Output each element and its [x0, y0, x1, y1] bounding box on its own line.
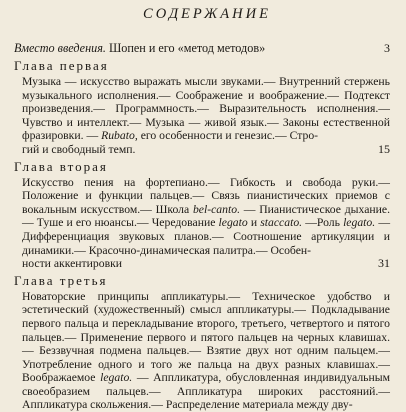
- chapter-3-legato: legato.: [100, 371, 137, 385]
- chapter-2-role: —Роль: [305, 216, 344, 230]
- chapter-3-text-1: Новаторские принципы аппликатуры.— Техническое удобство и эстетический (художественный) смысл аппликатуры.— Подкладывание первого пальца и перекладывание второго, третьего, четвертого и пятого пальцев.— Применение первого и пятого пальцев на черных клавишах.— Беззвучная подмена пальцев.— Взятие двух нот одним пальцем.— Употребление одного и того же пальца на двух разных клавишах.— Воображаемое: [22, 289, 390, 385]
- chapter-2-body: [14, 176, 400, 271]
- chapter-2-last-text: ности аккентировки: [22, 257, 123, 271]
- chapter-2-text-1: Искусство пения на фортепиано.— Гибкость и свобода руки.— Положение и функции пальцев.— Связь пианистических приемов с вокальным искусством.— Школа: [22, 175, 390, 216]
- chapter-2-and: и: [250, 216, 261, 230]
- chapter-2-legato: legato: [218, 216, 251, 230]
- chapter-2-staccato: staccato.: [260, 216, 306, 230]
- preface-text: Шопен и его «метод методов»: [108, 41, 266, 55]
- chapter-3-text-2: — Аппликатура, обусловленная индивидуальным своеобразием пальцев.— Аппликатура широких расстояний.— Аппликатура скольжения.— Распределение материала между дву-: [22, 371, 391, 412]
- chapter-1-last-line: [22, 143, 390, 157]
- preface-page-number: 3: [384, 41, 390, 55]
- preface-entry: [14, 41, 400, 55]
- chapter-2-belcanto: bel-canto.: [192, 202, 244, 216]
- chapter-3-body: [14, 290, 400, 412]
- chapter-1-text-2: его особенности и генезис.— Стро-: [140, 129, 319, 143]
- chapter-1-body: [14, 75, 400, 157]
- chapter-1-text: Музыка — искусство выражать мысли звуками.— Внутренний стержень музыкального исполнения.— Соображение и воображение.— Подтекст произведения.— Программность.— Выразительность исполнения.— Чувство и интеллект.— Музыка — живой язык.— Законы естественной фразировки. —: [22, 75, 390, 143]
- chapter-2-text-3: — Дифференциация звуковых планов.— Соотношение артикуляции и динамики.— Красочно-динамическая палитра.— Особен-: [22, 216, 390, 257]
- chapter-1-rubato: Rubato,: [101, 129, 141, 143]
- chapter-3-heading: Глава третья: [14, 272, 108, 288]
- preface-lead: Вместо введения.: [14, 41, 106, 55]
- chapter-2-heading: Глава вторая: [14, 158, 108, 174]
- chapter-1-heading: Глава первая: [14, 58, 109, 73]
- contents-title: СОДЕРЖАНИЕ: [143, 6, 271, 22]
- chapter-1-page-number: 15: [378, 141, 390, 156]
- chapter-2-legato-2: legato.: [343, 216, 379, 230]
- chapter-2-page-number: 31: [378, 256, 390, 271]
- chapter-2-text-2: — Пианистическое дыхание.— Туше и его нюансы.— Чередование: [22, 202, 391, 230]
- chapter-2-last-line: [22, 257, 390, 271]
- chapter-1-last-text: гий и свободный темп.: [22, 142, 136, 156]
